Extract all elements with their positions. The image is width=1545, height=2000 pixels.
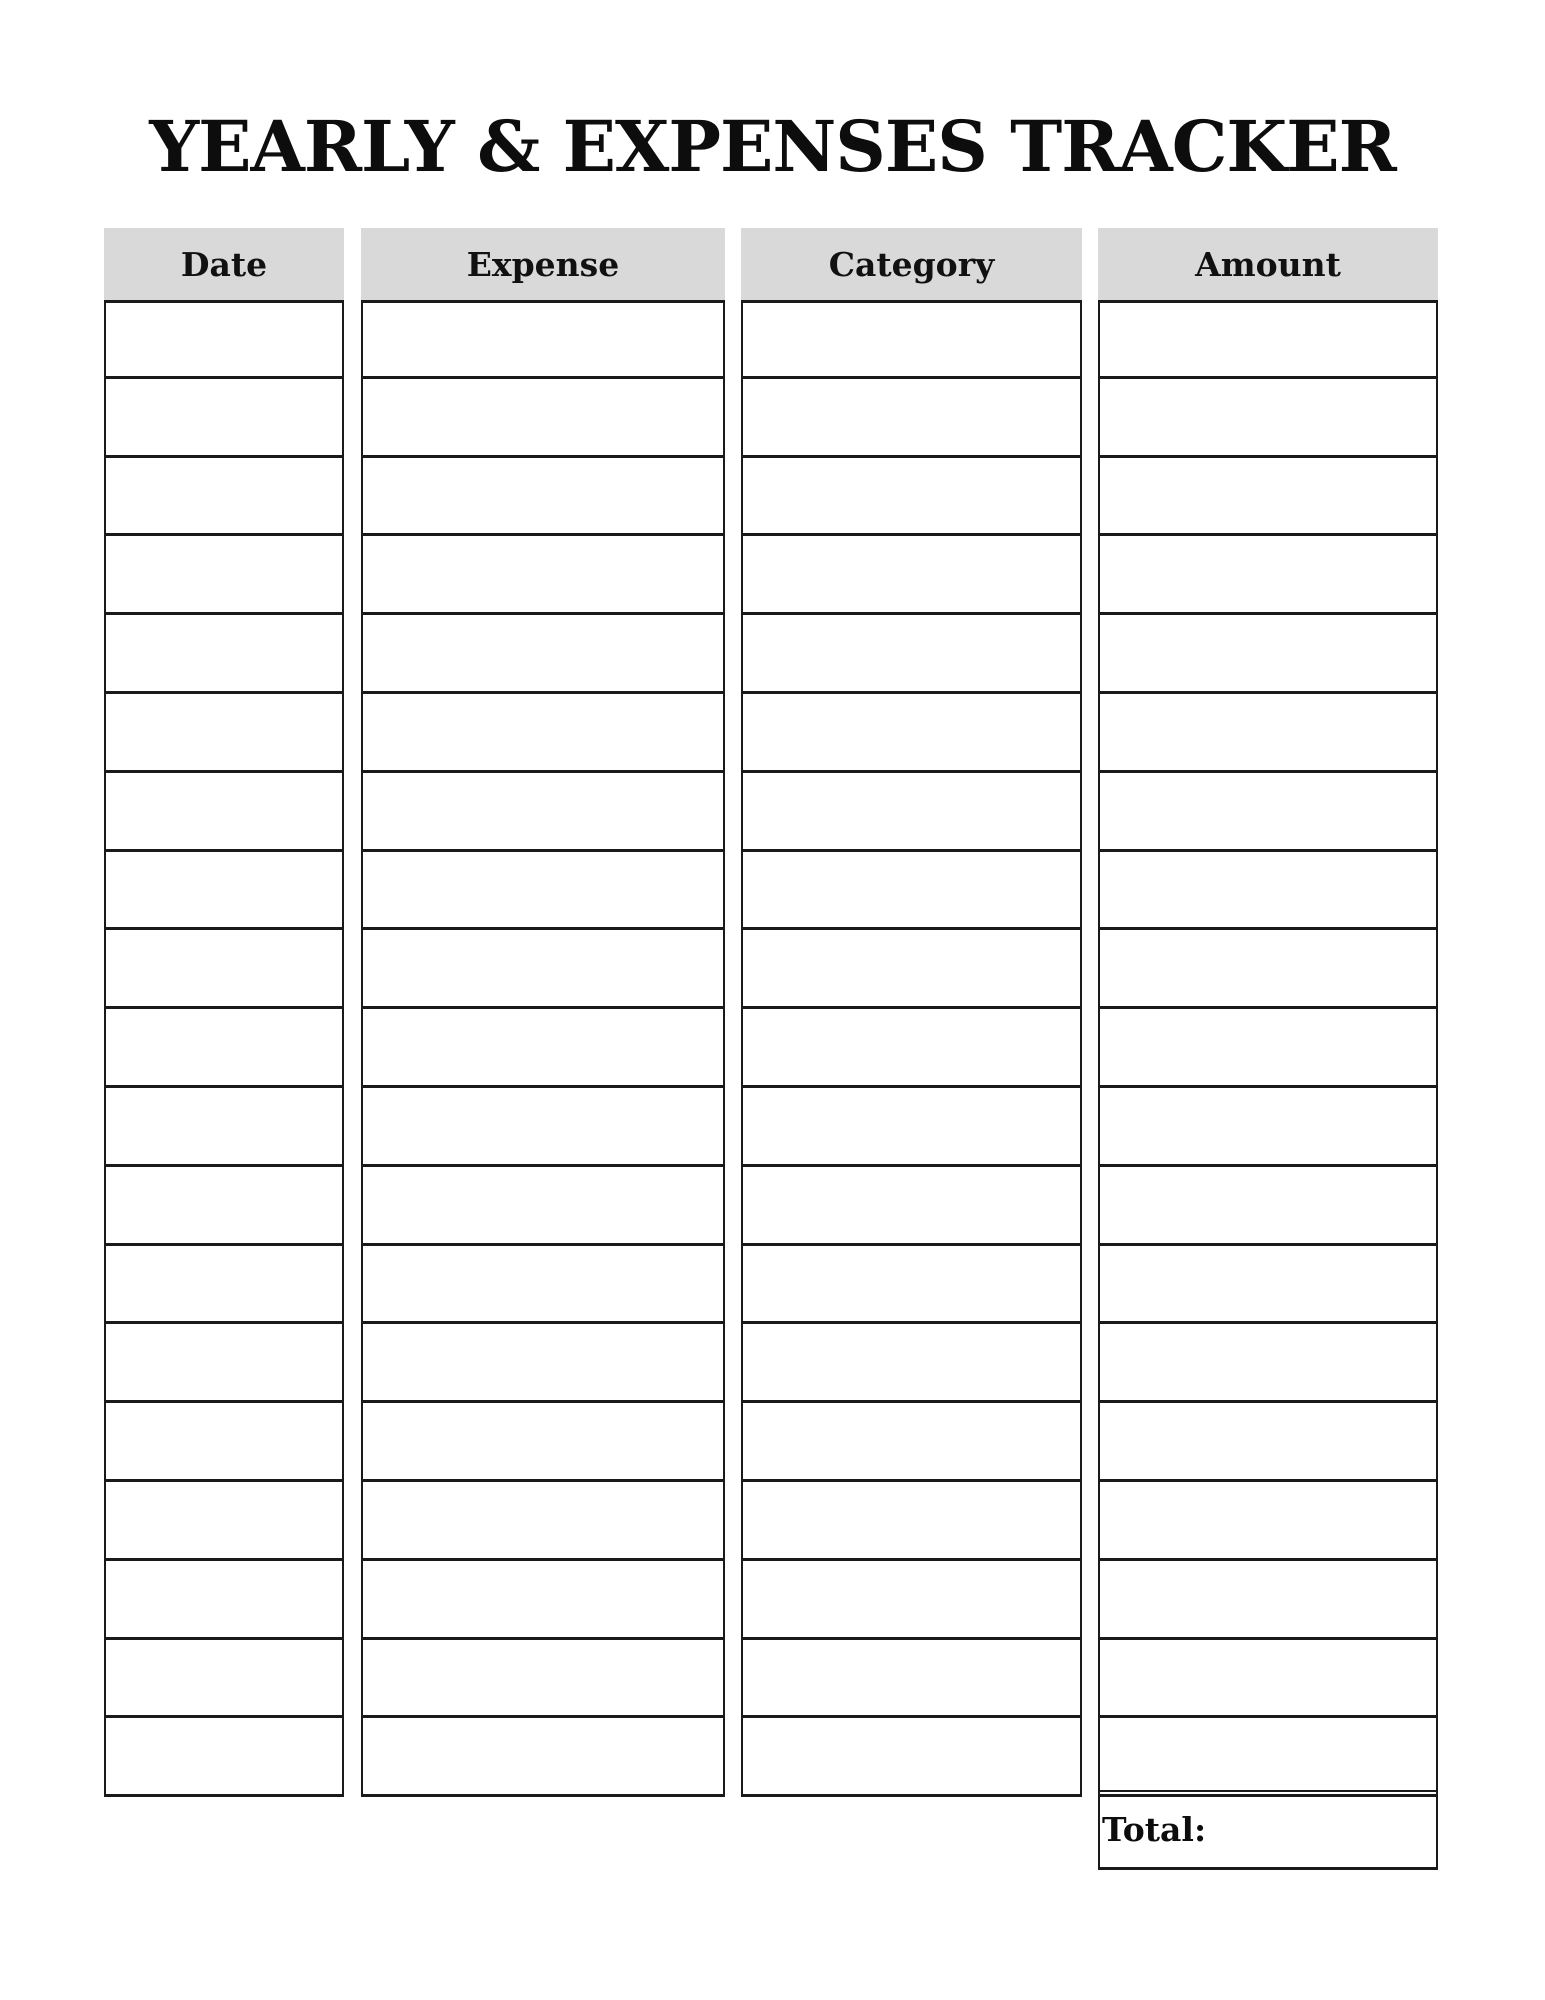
expense-cell[interactable] (361, 1482, 725, 1561)
date-cell[interactable] (104, 1561, 344, 1640)
amount-column (1098, 228, 1438, 1797)
column-header-expense: Expense (361, 228, 725, 300)
date-cell[interactable] (104, 1088, 344, 1167)
date-cell[interactable] (104, 1718, 344, 1797)
expense-cell[interactable] (361, 694, 725, 773)
expense-cell[interactable] (361, 1088, 725, 1167)
expense-cell[interactable] (361, 615, 725, 694)
category-cell[interactable] (741, 1167, 1082, 1246)
amount-cell[interactable] (1098, 1088, 1438, 1167)
category-cell[interactable] (741, 1009, 1082, 1088)
amount-cell[interactable] (1098, 1246, 1438, 1325)
category-cell[interactable] (741, 1246, 1082, 1325)
date-cell[interactable] (104, 694, 344, 773)
amount-cell[interactable] (1098, 379, 1438, 458)
amount-cell[interactable] (1098, 1403, 1438, 1482)
category-cell[interactable] (741, 1482, 1082, 1561)
expense-cell[interactable] (361, 1324, 725, 1403)
expense-cell[interactable] (361, 1718, 725, 1797)
date-cell[interactable] (104, 1482, 344, 1561)
category-cell[interactable] (741, 852, 1082, 931)
category-cell[interactable] (741, 379, 1082, 458)
amount-cell[interactable] (1098, 694, 1438, 773)
expense-cell[interactable] (361, 930, 725, 1009)
category-cell[interactable] (741, 615, 1082, 694)
category-cell[interactable] (741, 536, 1082, 615)
category-cell[interactable] (741, 1088, 1082, 1167)
expense-cell[interactable] (361, 379, 725, 458)
expense-cell[interactable] (361, 1009, 725, 1088)
expense-cell[interactable] (361, 300, 725, 379)
total-label: Total: (1102, 1810, 1207, 1849)
category-cell[interactable] (741, 930, 1082, 1009)
amount-cells (1098, 300, 1438, 1797)
date-cell[interactable] (104, 1640, 344, 1719)
category-cell[interactable] (741, 300, 1082, 379)
column-header-amount: Amount (1098, 228, 1438, 300)
expense-cell[interactable] (361, 1246, 725, 1325)
category-cell[interactable] (741, 1403, 1082, 1482)
column-header-date: Date (104, 228, 344, 300)
amount-cell[interactable] (1098, 773, 1438, 852)
date-cell[interactable] (104, 1167, 344, 1246)
category-cell[interactable] (741, 1324, 1082, 1403)
date-cell[interactable] (104, 1403, 344, 1482)
amount-cell[interactable] (1098, 1718, 1438, 1797)
date-cell[interactable] (104, 300, 344, 379)
date-cell[interactable] (104, 379, 344, 458)
expense-cell[interactable] (361, 1640, 725, 1719)
date-column (104, 228, 344, 1797)
category-cell[interactable] (741, 694, 1082, 773)
date-cell[interactable] (104, 536, 344, 615)
page-title: YEARLY & EXPENSES TRACKER (149, 105, 1396, 188)
expense-cell[interactable] (361, 1167, 725, 1246)
expense-cell[interactable] (361, 536, 725, 615)
expense-cell[interactable] (361, 852, 725, 931)
date-cell[interactable] (104, 852, 344, 931)
expense-column (361, 228, 725, 1797)
amount-cell[interactable] (1098, 930, 1438, 1009)
category-cell[interactable] (741, 458, 1082, 537)
amount-cell[interactable] (1098, 300, 1438, 379)
category-cell[interactable] (741, 1718, 1082, 1797)
date-cell[interactable] (104, 458, 344, 537)
expense-cell[interactable] (361, 1561, 725, 1640)
amount-cell[interactable] (1098, 1167, 1438, 1246)
category-cell[interactable] (741, 1640, 1082, 1719)
category-column (741, 228, 1082, 1797)
amount-cell[interactable] (1098, 1324, 1438, 1403)
amount-cell[interactable] (1098, 1640, 1438, 1719)
category-cell[interactable] (741, 773, 1082, 852)
expense-cell[interactable] (361, 773, 725, 852)
amount-cell[interactable] (1098, 1009, 1438, 1088)
date-cell[interactable] (104, 1246, 344, 1325)
date-cell[interactable] (104, 1009, 344, 1088)
amount-cell[interactable] (1098, 536, 1438, 615)
category-cell[interactable] (741, 1561, 1082, 1640)
date-cells (104, 300, 344, 1797)
date-cell[interactable] (104, 1324, 344, 1403)
date-cell[interactable] (104, 773, 344, 852)
category-cells (741, 300, 1082, 1797)
amount-cell[interactable] (1098, 615, 1438, 694)
amount-cell[interactable] (1098, 458, 1438, 537)
expense-cell[interactable] (361, 1403, 725, 1482)
total-field[interactable] (1098, 1790, 1438, 1870)
amount-cell[interactable] (1098, 1561, 1438, 1640)
amount-cell[interactable] (1098, 852, 1438, 931)
amount-cell[interactable] (1098, 1482, 1438, 1561)
expense-cells (361, 300, 725, 1797)
expense-cell[interactable] (361, 458, 725, 537)
column-header-category: Category (741, 228, 1082, 300)
date-cell[interactable] (104, 930, 344, 1009)
date-cell[interactable] (104, 615, 344, 694)
